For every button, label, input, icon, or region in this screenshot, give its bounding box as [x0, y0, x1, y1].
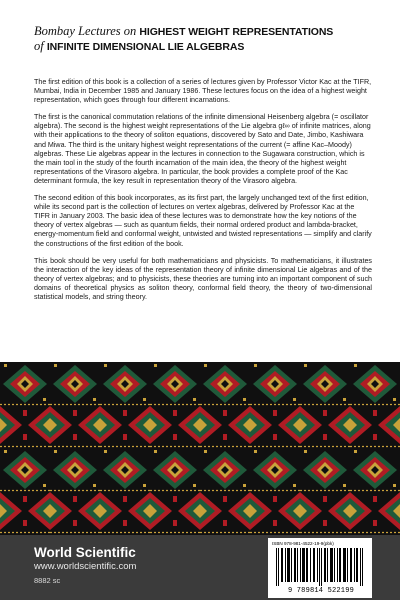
publisher-url: www.worldscientific.com — [34, 561, 137, 572]
decorative-fabric-pattern — [0, 362, 400, 535]
barcode-label — [268, 538, 372, 598]
title-series: Bombay Lectures on — [34, 24, 140, 38]
fabric-pattern-image — [0, 362, 400, 535]
blurb-paragraph-1: The first edition of this book is a collection of a series of lectures given by Professor Victor Kac at the TIFR, Mumbai, India in December 1985 and January 1986. These lectures focus on the idea of a highest weight representation, which goes through four different incarnations. — [34, 78, 372, 105]
title-line-1 — [34, 24, 374, 39]
isbn-text: ISBN 978-981-4522-19-9(pbk) — [272, 541, 334, 546]
blurb-paragraph-2: The first is the canonical commutation relations of the infinite dimensional Heisenberg algebra (= oscillator algebra). The second is the highest weight representations of the Lie algebra gℓ∞ of infinite matrices, along with their applications to the theory of soliton equations, discovered by Sato and Date, Jimbo, Kashiwara and Miwa. The third is the unitary highest weight representations of the current (= affine Kac–Moody) algebras. These Lie algebras appear in the lectures in connection to the Sugawara construction, which is the main tool in the study of the fourth incarnation of the main idea, the theory of the highest weight representations of the Virasoro algebra. In particular, the book provides a complete proof of the Kac determinant formula, the key result in representation theory of the Virasoro algebra. — [34, 113, 371, 185]
blurb — [34, 78, 372, 310]
title-of: of — [34, 39, 47, 53]
title-main-2: INFINITE DIMENSIONAL LIE ALGEBRAS — [46, 41, 245, 53]
title-main-1: HIGHEST WEIGHT REPRESENTATIONS — [139, 26, 334, 38]
blurb-paragraph-4: This book should be very useful for both mathematicians and physicists. To mathematicians, it illustrates the interaction of the key ideas of the representation theory of infinite dimensional Lie algebras and of the theory of vertex algebras; and to physicists, these theories are turning into an important component of such domains of theoretical physics as soliton theory, conformal field theory, the theory of two-dimensional statistical models, and string theory. — [34, 256, 372, 301]
blurb-paragraph-3: The second edition of this book incorporates, as its first part, the largely unchanged text of the first edition, while its second part is the collection of lectures on vertex algebras, delivered by Professor Kac at the TIFR in January 2003. The basic idea of these lectures was to demonstrate how the key notions of the theory of vertex algebras — such as quantum fields, their normal ordered product and lambda-bracket, energy-momentum field and conformal weight, untwisted and twisted representations — simplify and clarify the constructions of the first edition of the book. — [34, 194, 372, 248]
barcode-image — [276, 548, 364, 586]
catalog-code: 8882 sc — [34, 576, 61, 585]
publisher-name: World Scientific — [34, 545, 136, 560]
barcode-number: 9 789814 522199 — [287, 587, 354, 595]
title-line-2 — [34, 39, 374, 54]
book-title — [34, 24, 374, 54]
